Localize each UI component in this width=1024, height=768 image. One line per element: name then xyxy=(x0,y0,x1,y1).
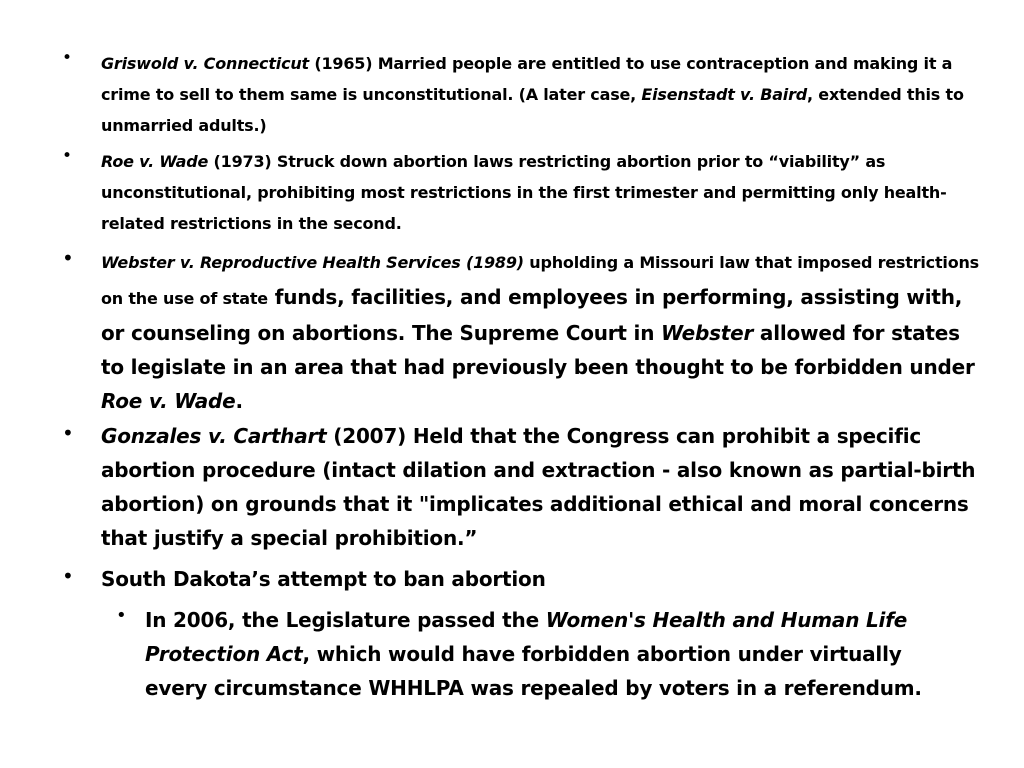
case-name-secondary: Eisenstadt v. Baird xyxy=(641,85,808,104)
bullet-text xyxy=(101,48,981,141)
bullet-text xyxy=(101,419,981,555)
bullet-text xyxy=(101,244,981,418)
case-description-tail: , extended this to unmarried adults.) xyxy=(101,85,964,135)
bullet-marker: • xyxy=(62,146,73,166)
bullet-text: South Dakota’s attempt to ban abortion xyxy=(101,567,546,591)
case-description: (2007) Held that the Congress can prohibit a specific abortion procedure (intact dilation and extraction - also known as partial-birth abortion) on grounds that it "implicates additional ethical and moral concerns that justify a special prohibition.” xyxy=(101,424,976,550)
sub-bullet-rest: , which would have forbidden abortion under virtually every circumstance WHHLPA was repealed by voters in a referendum. xyxy=(145,642,922,700)
case-description-end: . xyxy=(235,389,243,413)
bullet-marker: • xyxy=(62,246,74,270)
case-description: (1965) Married people are entitled to use contraception and making it a crime to sell to them same is unconstitutional. (A later case, xyxy=(101,54,953,104)
case-name: Roe v. Wade xyxy=(101,152,209,171)
case-name-tertiary: Roe v. Wade xyxy=(101,389,236,413)
case-name-secondary: Webster xyxy=(661,321,754,345)
case-description: (1973) Struck down abortion laws restricting abortion prior to “viability” as unconstitutional, prohibiting most restrictions in the first trimester and permitting only health-related restrictions in the second. xyxy=(101,152,947,233)
bullet-marker: • xyxy=(62,48,73,68)
bullet-marker: • xyxy=(62,564,74,588)
sub-bullet-marker: • xyxy=(116,605,127,626)
case-name: Gonzales v. Carthart xyxy=(101,424,327,448)
bullet-text xyxy=(101,146,981,239)
case-description: funds, facilities, and employees in performing, assisting with, or counseling on abortions. The Supreme Court in xyxy=(101,285,963,345)
case-description-tail: allowed for states to legislate in an area that had previously been thought to be forbidden under xyxy=(101,321,975,379)
sub-bullet-text xyxy=(145,603,965,705)
case-name: Webster v. Reproductive Health Services (1989) xyxy=(101,253,524,272)
act-name: Women's Health and Human Life Protection Act xyxy=(145,608,908,666)
case-description-small: upholding a Missouri law that imposed restrictions on the use of state xyxy=(101,253,980,308)
sub-bullet-lead: In 2006, the Legislature passed the xyxy=(145,608,546,632)
bullet-marker: • xyxy=(62,421,74,445)
case-name: Griswold v. Connecticut xyxy=(101,54,309,73)
